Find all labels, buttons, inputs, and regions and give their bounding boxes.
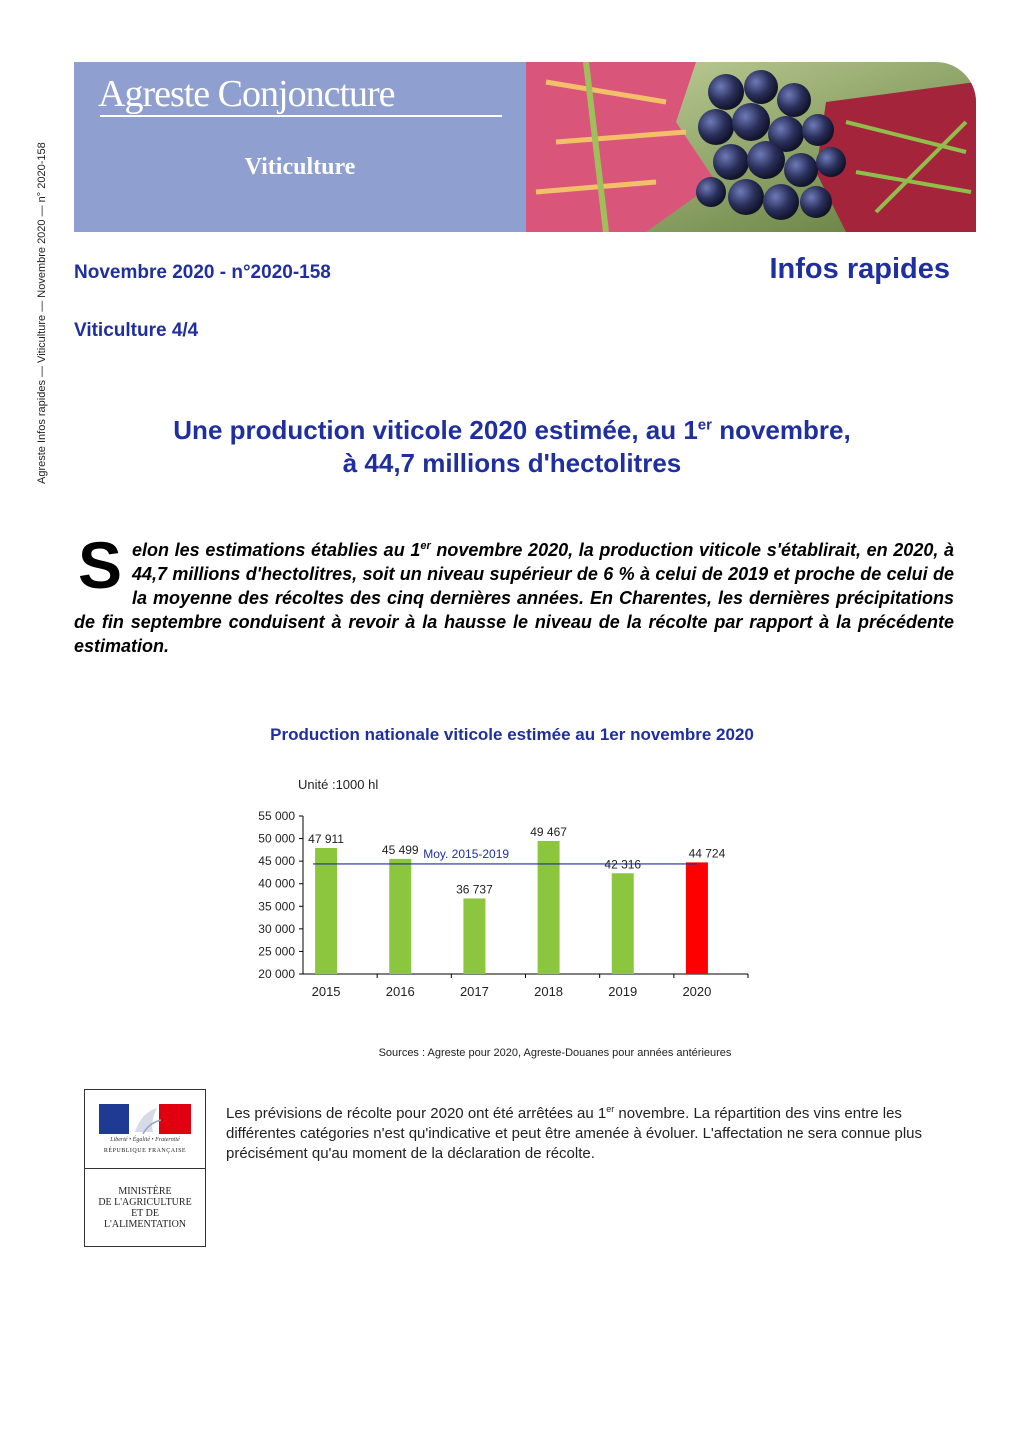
ministry-logo bbox=[84, 1089, 206, 1247]
brand-underline bbox=[100, 115, 502, 117]
chart-title: Production nationale viticole estimée au 1er novembre 2020 bbox=[270, 725, 754, 744]
note-part2: novembre. La répartition des vins entre les différentes catégories n'est qu'indicative et peut être amenée à évoluer. L'affectation ne sera connue plus précisément qu'au moment de la déclaration de récolte. bbox=[226, 1105, 922, 1162]
headline-line2: à 44,7 millions d'hectolitres bbox=[342, 448, 682, 478]
banner-subtitle: Viticulture bbox=[244, 154, 356, 180]
bar-chart bbox=[230, 800, 770, 1010]
headline-line1-start: Une production viticole 2020 estimée, au 1 bbox=[173, 415, 698, 445]
section-label: Viticulture 4/4 bbox=[74, 320, 199, 341]
dropcap: S bbox=[78, 528, 123, 602]
x-tick-label: 2019 bbox=[608, 984, 638, 999]
brand-title: Agreste Conjoncture bbox=[98, 73, 395, 115]
bar-value-label: 49 467 bbox=[530, 824, 567, 839]
logo-motto: Liberté • Égalité • Fraternité bbox=[110, 1137, 180, 1143]
marianne-flag-icon bbox=[99, 1104, 191, 1134]
headline bbox=[74, 414, 950, 480]
y-tick-label: 40 000 bbox=[258, 876, 295, 891]
ministry-line: MINISTÈRE bbox=[118, 1186, 172, 1197]
logo-ministry bbox=[89, 1186, 201, 1230]
x-tick-label: 2018 bbox=[534, 984, 564, 999]
x-tick-label: 2020 bbox=[682, 984, 712, 999]
ministry-line: DE L'AGRICULTURE bbox=[98, 1197, 192, 1208]
y-tick-label: 55 000 bbox=[258, 809, 295, 823]
y-tick-label: 20 000 bbox=[258, 967, 295, 981]
headline-sup: er bbox=[697, 416, 712, 434]
bar-2016 bbox=[389, 859, 411, 974]
note-paragraph bbox=[226, 1104, 970, 1164]
bar-2019 bbox=[612, 873, 634, 974]
x-tick-label: 2016 bbox=[385, 984, 415, 999]
banner-title-area bbox=[74, 62, 526, 232]
bar-value-label: 45 499 bbox=[381, 842, 419, 857]
chart-source: Sources : Agreste pour 2020, Agreste-Douanes pour années antérieures bbox=[378, 1047, 732, 1059]
bar-value-label: 44 724 bbox=[688, 846, 726, 861]
ministry-line: ET DE bbox=[131, 1208, 159, 1219]
note-sup: er bbox=[606, 1104, 615, 1114]
note-part1: Les prévisions de récolte pour 2020 ont été arrêtées au 1 bbox=[226, 1105, 607, 1122]
y-tick-label: 30 000 bbox=[258, 921, 295, 936]
publication-type: Infos rapides bbox=[769, 253, 950, 285]
issue-number: Novembre 2020 - n°2020-158 bbox=[74, 262, 331, 283]
x-tick-label: 2017 bbox=[459, 984, 489, 999]
lead-part2: novembre 2020, la production viticole s'établirait, en 2020, à 44,7 millions d'hectolitres, soit un niveau supérieur de 6 % à celui de 2019 et proche de celui de la moyenne des récoltes des cinq dernières années. En Charentes, les dernières précipitations de fin septembre conduisent à revoir à la hausse le niveau de la récolte par rapport à la précédente estimation. bbox=[74, 540, 954, 656]
bar-value-label: 42 316 bbox=[604, 857, 642, 872]
bar-2018 bbox=[538, 841, 560, 974]
bar-2017 bbox=[463, 898, 485, 974]
grapes-photo-icon bbox=[526, 62, 976, 232]
header-banner bbox=[74, 62, 976, 232]
bar-value-label: 36 737 bbox=[456, 882, 493, 897]
lead-part1: elon les estimations établies au 1 bbox=[132, 540, 421, 560]
y-tick-label: 50 000 bbox=[258, 831, 295, 846]
average-label: Moy. 2015-2019 bbox=[423, 846, 510, 861]
lead-sup: er bbox=[420, 540, 431, 552]
sidebar-vertical-text: Agreste Infos rapides — Viticulture — Novembre 2020 — n° 2020-158 bbox=[36, 142, 48, 484]
x-tick-label: 2015 bbox=[311, 984, 341, 999]
ministry-line: L'ALIMENTATION bbox=[103, 1219, 187, 1230]
lead-paragraph bbox=[74, 528, 954, 658]
bar-2020 bbox=[686, 862, 708, 974]
bar-value-label: 47 911 bbox=[308, 832, 344, 847]
chart-unit: Unité :1000 hl bbox=[298, 777, 379, 792]
y-tick-label: 45 000 bbox=[258, 854, 295, 869]
y-tick-label: 25 000 bbox=[258, 944, 295, 959]
y-tick-label: 35 000 bbox=[258, 899, 295, 914]
bar-2015 bbox=[315, 848, 337, 974]
logo-divider bbox=[85, 1168, 205, 1169]
headline-line1-end: novembre, bbox=[711, 415, 851, 445]
logo-republic: RÉPUBLIQUE FRANÇAISE bbox=[103, 1148, 187, 1154]
